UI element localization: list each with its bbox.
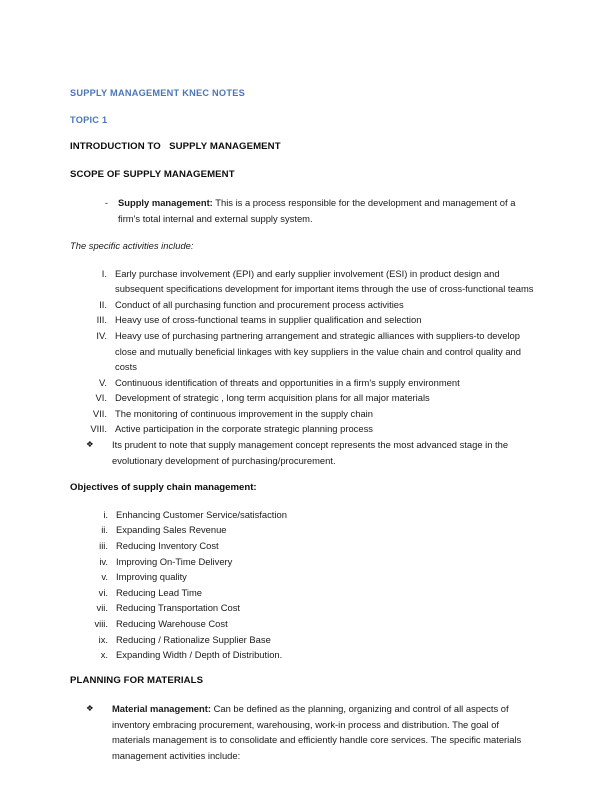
list-marker: IV. <box>96 329 107 341</box>
list-item <box>70 616 538 632</box>
list-marker: II. <box>99 298 107 310</box>
list-marker: vi. <box>98 586 108 598</box>
specific-activities-list <box>70 266 538 438</box>
list-marker: VII. <box>92 407 107 419</box>
list-text: Reducing Warehouse Cost <box>116 617 228 629</box>
list-item <box>70 406 538 422</box>
list-marker: III. <box>96 314 107 326</box>
list-item <box>70 328 538 375</box>
specific-activities-lead: The specific activities include: <box>70 240 194 252</box>
list-text: Early purchase involvement (EPI) and early supplier involvement (ESI) in product design and subsequent specifications development for important items through the use of cross-functional teams <box>115 267 534 295</box>
list-marker: i. <box>103 508 108 520</box>
list-text: Active participation in the corporate strategic planning process <box>115 423 373 435</box>
list-text: Development of strategic , long term acquisition plans for all major materials <box>115 392 430 404</box>
list-item <box>70 538 538 554</box>
list-item <box>70 375 538 391</box>
list-item <box>70 585 538 601</box>
list-marker: VIII. <box>90 423 107 435</box>
list-item <box>70 600 538 616</box>
list-text: Heavy use of purchasing partnering arrangement and strategic alliances with suppliers-to develop close and mutually beneficial linkages with key suppliers in the value chain and control quality and costs <box>115 329 521 373</box>
heading-scope: SCOPE OF SUPPLY MANAGEMENT <box>70 168 235 180</box>
list-marker: v. <box>101 571 108 583</box>
heading-planning: PLANNING FOR MATERIALS <box>70 674 204 686</box>
list-marker: VI. <box>95 392 107 404</box>
heading-objectives: Objectives of supply chain management: <box>70 482 257 494</box>
definition-term: Supply management: <box>118 197 213 209</box>
material-management-term: Material management: <box>112 703 211 715</box>
list-marker: V. <box>99 376 107 388</box>
list-marker: iii. <box>99 539 108 551</box>
list-item <box>70 632 538 648</box>
diamond-bullet-icon: ❖ <box>86 703 94 714</box>
list-text: Expanding Sales Revenue <box>116 524 227 536</box>
list-item <box>70 266 538 297</box>
topic-label: TOPIC 1 <box>70 114 108 125</box>
list-item <box>70 421 538 437</box>
list-item <box>70 507 538 523</box>
list-text: The monitoring of continuous improvement in the supply chain <box>115 407 373 419</box>
list-marker: ii. <box>101 524 108 536</box>
list-text: Heavy use of cross-functional teams in supplier qualification and selection <box>115 314 422 326</box>
list-item <box>70 390 538 406</box>
material-management-detail: Can be defined as the planning, organizing and control of all aspects of inventory embracing procurement, warehousing, work-in process and distribution. The goal of materials management is to consolidate and efficiently handle core services. The specific materials management activities include: <box>112 703 522 761</box>
document-title: SUPPLY MANAGEMENT KNEC NOTES <box>70 88 245 98</box>
objectives-list <box>70 507 538 663</box>
list-item <box>70 569 538 585</box>
list-marker: I. <box>101 267 107 279</box>
list-marker: ix. <box>98 633 108 645</box>
list-item <box>70 554 538 570</box>
heading-introduction: INTRODUCTION TO SUPPLY MANAGEMENT <box>70 141 281 153</box>
list-text: Improving On-Time Delivery <box>116 555 233 567</box>
document-body <box>70 88 538 764</box>
prudent-note-row <box>70 437 538 468</box>
list-text: Reducing Transportation Cost <box>116 602 241 614</box>
list-marker: vii. <box>96 602 108 614</box>
list-item <box>70 522 538 538</box>
material-management-row <box>70 701 538 763</box>
list-text: Expanding Width / Depth of Distribution. <box>116 649 283 661</box>
definition-text <box>118 195 538 226</box>
list-text: Conduct of all purchasing function and procurement process activities <box>115 298 404 310</box>
list-text: Reducing / Rationalize Supplier Base <box>116 633 271 645</box>
diamond-bullet-icon: ❖ <box>86 439 94 450</box>
list-item <box>70 312 538 328</box>
prudent-note-text: Its prudent to note that supply management concept represents the most advanced stage in the evolutionary development of purchasing/procurement. <box>112 439 509 466</box>
definition-detail: This is a process responsible for the development and management of a firm's total internal and external supply system. <box>118 197 516 224</box>
material-management-text <box>112 701 538 763</box>
list-text: Improving quality <box>116 571 187 583</box>
list-text: Reducing Lead Time <box>116 586 202 598</box>
dash-bullet: - <box>104 197 108 209</box>
list-text: Enhancing Customer Service/satisfaction <box>116 508 287 520</box>
list-text: Continuous identification of threats and opportunities in a firm's supply environment <box>115 376 460 388</box>
definition-row <box>70 195 538 226</box>
list-marker: iv. <box>99 555 108 567</box>
definition-block <box>70 195 538 226</box>
list-item <box>70 297 538 313</box>
list-text: Reducing Inventory Cost <box>116 539 219 551</box>
list-marker: x. <box>100 649 108 661</box>
list-item <box>70 647 538 663</box>
list-marker: viii. <box>94 617 108 629</box>
